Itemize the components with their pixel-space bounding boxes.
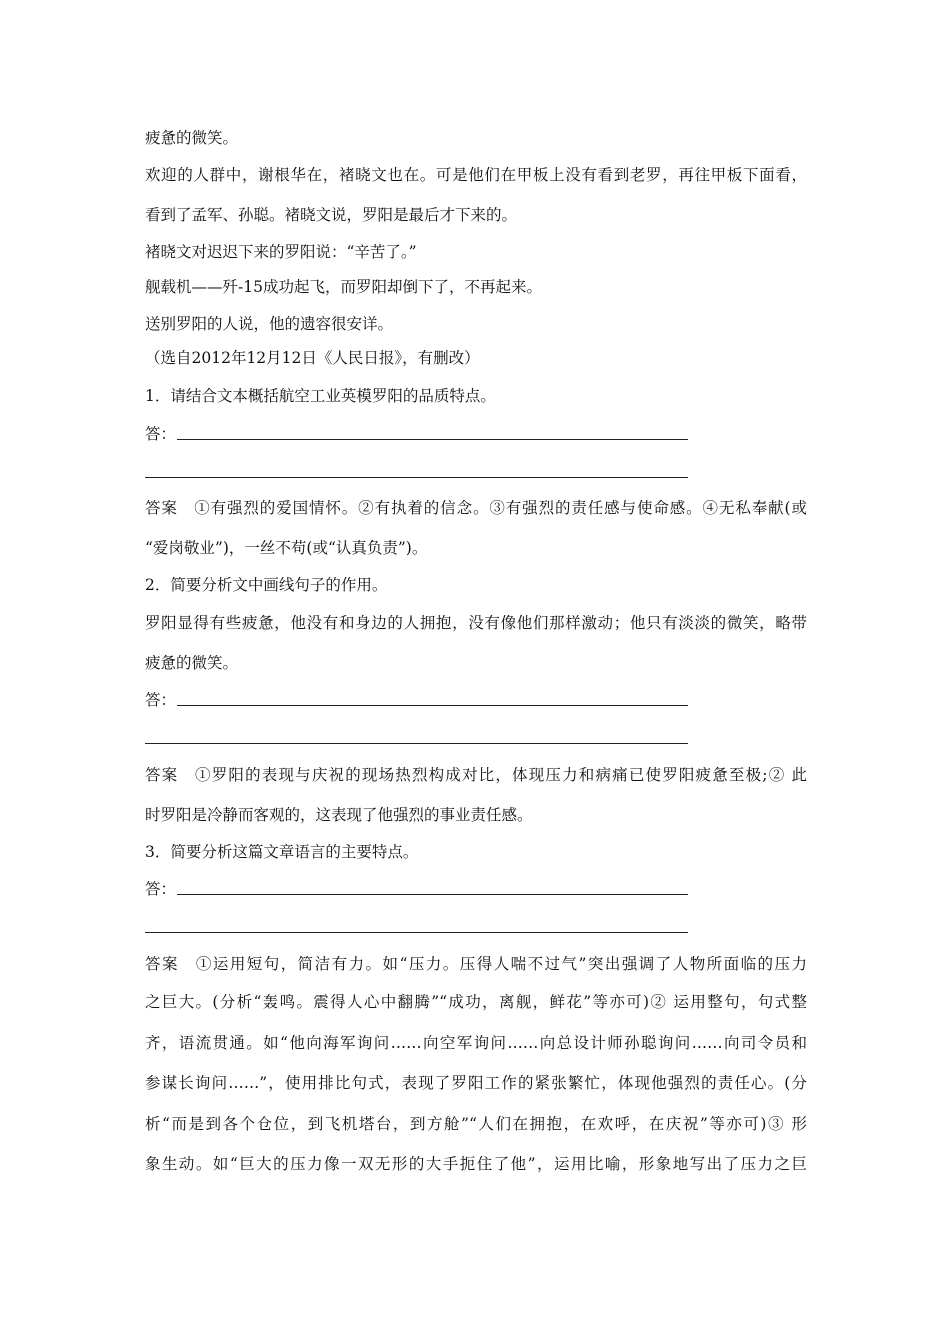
answer-blank-2b[interactable] xyxy=(145,743,688,744)
question-1: 1．请结合文本概括航空工业英模罗阳的品质特点。 xyxy=(145,387,496,405)
passage-line: 疲惫的微笑。 xyxy=(145,129,239,147)
underlined-quote: 罗阳显得有些疲惫，他没有和身边的人拥抱，没有像他们那样激动；他只有淡淡的微笑，略带 xyxy=(145,614,807,632)
answer-key-2: 答案 ①罗阳的表现与庆祝的现场热烈构成对比，体现压力和病痛已使罗阳疲惫至极;② 此 xyxy=(145,766,807,784)
answer-blank-3a[interactable] xyxy=(177,894,688,895)
source-citation: （选自2012年12月12日《人民日报》，有删改） xyxy=(145,349,480,367)
answer-blank-1a[interactable] xyxy=(177,439,688,440)
answer-key-2: 时罗阳是冷静而客观的，这表现了他强烈的事业责任感。 xyxy=(145,806,533,824)
answer-key-3: 参谋长询问……”，使用排比句式，表现了罗阳工作的紧张繁忙，体现他强烈的责任心。(分 xyxy=(145,1074,807,1092)
passage-line: 欢迎的人群中，谢根华在，褚晓文也在。可是他们在甲板上没有看到老罗，再往甲板下面看， xyxy=(145,166,807,184)
answer-key-3: 之巨大。(分析“轰鸣。震得人心中翻腾”“成功，离舰，鲜花”等亦可)② 运用整句，句式整 xyxy=(145,993,807,1011)
answer-key-1: “爱岗敬业”)，一丝不苟(或“认真负责”)。 xyxy=(145,539,428,557)
passage-line: 褚晓文对迟迟下来的罗阳说：“辛苦了。” xyxy=(145,243,417,261)
answer-label-1: 答： xyxy=(145,425,177,443)
answer-blank-1b[interactable] xyxy=(145,477,688,478)
passage-line: 看到了孟军、孙聪。褚晓文说，罗阳是最后才下来的。 xyxy=(145,206,518,224)
answer-key-3: 象生动。如“巨大的压力像一双无形的大手扼住了他”，运用比喻，形象地写出了压力之巨 xyxy=(145,1155,807,1173)
underlined-quote: 疲惫的微笑。 xyxy=(145,654,239,672)
passage-line: 舰载机——歼-15成功起飞，而罗阳却倒下了，不再起来。 xyxy=(145,278,542,296)
question-2: 2．简要分析文中画线句子的作用。 xyxy=(145,576,388,594)
question-3: 3．简要分析这篇文章语言的主要特点。 xyxy=(145,843,419,861)
answer-blank-3b[interactable] xyxy=(145,932,688,933)
answer-label-3: 答： xyxy=(145,880,177,898)
answer-key-3: 析“而是到各个仓位，到飞机塔台，到方舱”“人们在拥抱，在欢呼，在庆祝”等亦可)③ 形 xyxy=(145,1115,807,1133)
answer-label-2: 答： xyxy=(145,691,177,709)
passage-line: 送别罗阳的人说，他的遗容很安详。 xyxy=(145,315,394,333)
answer-key-1: 答案 ①有强烈的爱国情怀。②有执着的信念。③有强烈的责任感与使命感。④无私奉献(或 xyxy=(145,499,807,517)
answer-blank-2a[interactable] xyxy=(177,705,688,706)
answer-key-3: 答案 ①运用短句，简洁有力。如“压力。压得人喘不过气”突出强调了人物所面临的压力 xyxy=(145,955,807,973)
answer-key-3: 齐，语流贯通。如“他向海军询问……向空军询问……向总设计师孙聪询问……向司令员和 xyxy=(145,1034,807,1052)
